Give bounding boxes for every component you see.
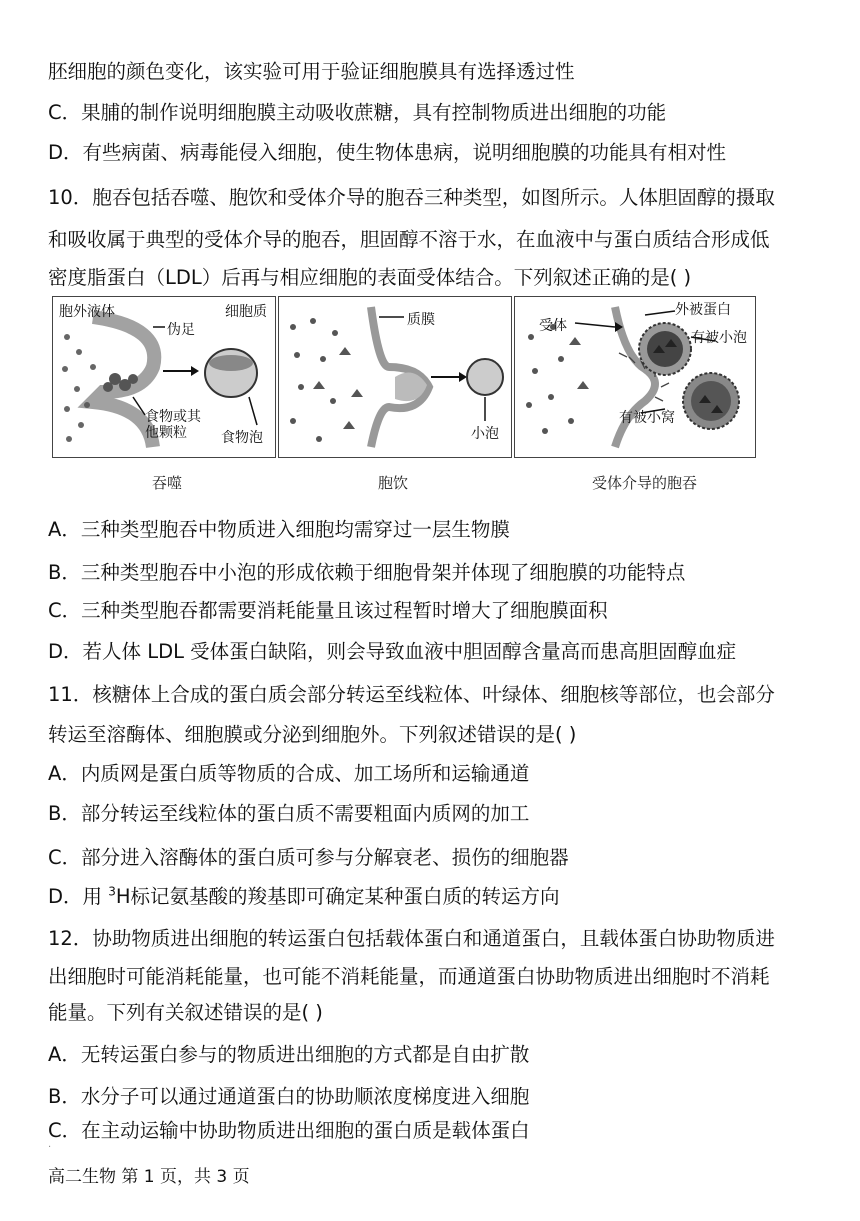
q11-option-d [48, 883, 820, 911]
label-food-vacuole: 食物泡 [221, 430, 263, 446]
caption-pinocytosis: 胞饮 [378, 474, 409, 492]
label-coated-vesicle: 有被小泡 [691, 330, 747, 346]
label-cytoplasm: 细胞质 [225, 304, 267, 320]
q10-option-a: A．三种类型胞吞中物质进入细胞均需穿过一层生物膜 [48, 518, 510, 541]
label-vesicle: 小泡 [471, 426, 499, 442]
question-11-stem: 转运至溶酶体、细胞膜或分泌到细胞外。下列叙述错误的是( ) [48, 723, 577, 746]
label-coated-pit: 有被小窝 [619, 410, 675, 426]
caption-receptor-endocytosis: 受体介导的胞吞 [592, 474, 698, 492]
q10-option-d: D．若人体 LDL 受体蛋白缺陷，则会导致血液中胆固醇含量高而患高胆固醇血症 [48, 640, 737, 663]
question-11-stem: 11．核糖体上合成的蛋白质会部分转运至线粒体、叶绿体、细胞核等部位，也会部分 [48, 683, 775, 706]
receptor-endocytosis-panel [514, 296, 756, 458]
q10-option-b: B．三种类型胞吞中小泡的形成依赖于细胞骨架并体现了细胞膜的功能特点 [48, 561, 686, 584]
q11-option-b: B．部分转运至线粒体的蛋白质不需要粗面内质网的加工 [48, 802, 530, 825]
phagocytosis-panel [52, 296, 276, 458]
label-food-particles: 食物或其他颗粒 [145, 409, 201, 441]
question-10-stem: 10．胞吞包括吞噬、胞饮和受体介导的胞吞三种类型，如图所示。人体胆固醇的摄取 [48, 186, 775, 209]
q11-option-d-prefix: D．用 [48, 885, 109, 908]
text-line: 胚细胞的颜色变化，该实验可用于验证细胞膜具有选择透过性 [48, 60, 575, 83]
page-footer: 高二生物 第 1 页，共 3 页 [48, 1167, 250, 1187]
option-d: D．有些病菌、病毒能侵入细胞，使生物体患病，说明细胞膜的功能具有相对性 [48, 141, 727, 164]
question-12-stem: 出细胞时可能消耗能量，也可能不消耗能量，而通道蛋白协助物质进出细胞时不消耗 [48, 965, 770, 988]
q10-option-c: C．三种类型胞吞都需要消耗能量且该过程暂时增大了细胞膜面积 [48, 599, 608, 622]
caption-phagocytosis: 吞噬 [152, 474, 183, 492]
label-extracellular-fluid: 胞外液体 [59, 304, 115, 320]
question-12-stem: 12．协助物质进出细胞的转运蛋白包括载体蛋白和通道蛋白，且载体蛋白协助物质进 [48, 927, 775, 950]
label-pseudopod: 伪足 [167, 322, 195, 338]
q11-option-c: C．部分进入溶酶体的蛋白质可参与分解衰老、损伤的细胞器 [48, 846, 569, 869]
pinocytosis-panel [278, 296, 512, 458]
isotope-superscript: 3 [108, 884, 116, 899]
label-plasma-membrane: 质膜 [407, 312, 435, 328]
label-receptor: 受体 [539, 318, 567, 334]
q12-option-a: A．无转运蛋白参与的物质进出细胞的方式都是自由扩散 [48, 1043, 530, 1066]
q12-option-b: B．水分子可以通过通道蛋白的协助顺浓度梯度进入细胞 [48, 1085, 530, 1108]
q11-option-a: A．内质网是蛋白质等物质的合成、加工场所和运输通道 [48, 762, 530, 785]
stray-mark: · [48, 1142, 52, 1153]
question-12-stem: 能量。下列有关叙述错误的是( ) [48, 1001, 323, 1024]
q11-option-d-text: H标记氨基酸的羧基即可确定某种蛋白质的转运方向 [115, 885, 560, 908]
option-c: C．果脯的制作说明细胞膜主动吸收蔗糖，具有控制物质进出细胞的功能 [48, 101, 667, 124]
question-10-stem: 密度脂蛋白（LDL）后再与相应细胞的表面受体结合。下列叙述正确的是( ) [48, 266, 692, 289]
question-10-stem: 和吸收属于典型的受体介导的胞吞，胆固醇不溶于水，在血液中与蛋白质结合形成低 [48, 228, 770, 251]
q12-option-c: C．在主动运输中协助物质进出细胞的蛋白质是载体蛋白 [48, 1119, 530, 1142]
endocytosis-figure [52, 296, 760, 496]
label-coat-protein: 外被蛋白 [675, 302, 731, 318]
